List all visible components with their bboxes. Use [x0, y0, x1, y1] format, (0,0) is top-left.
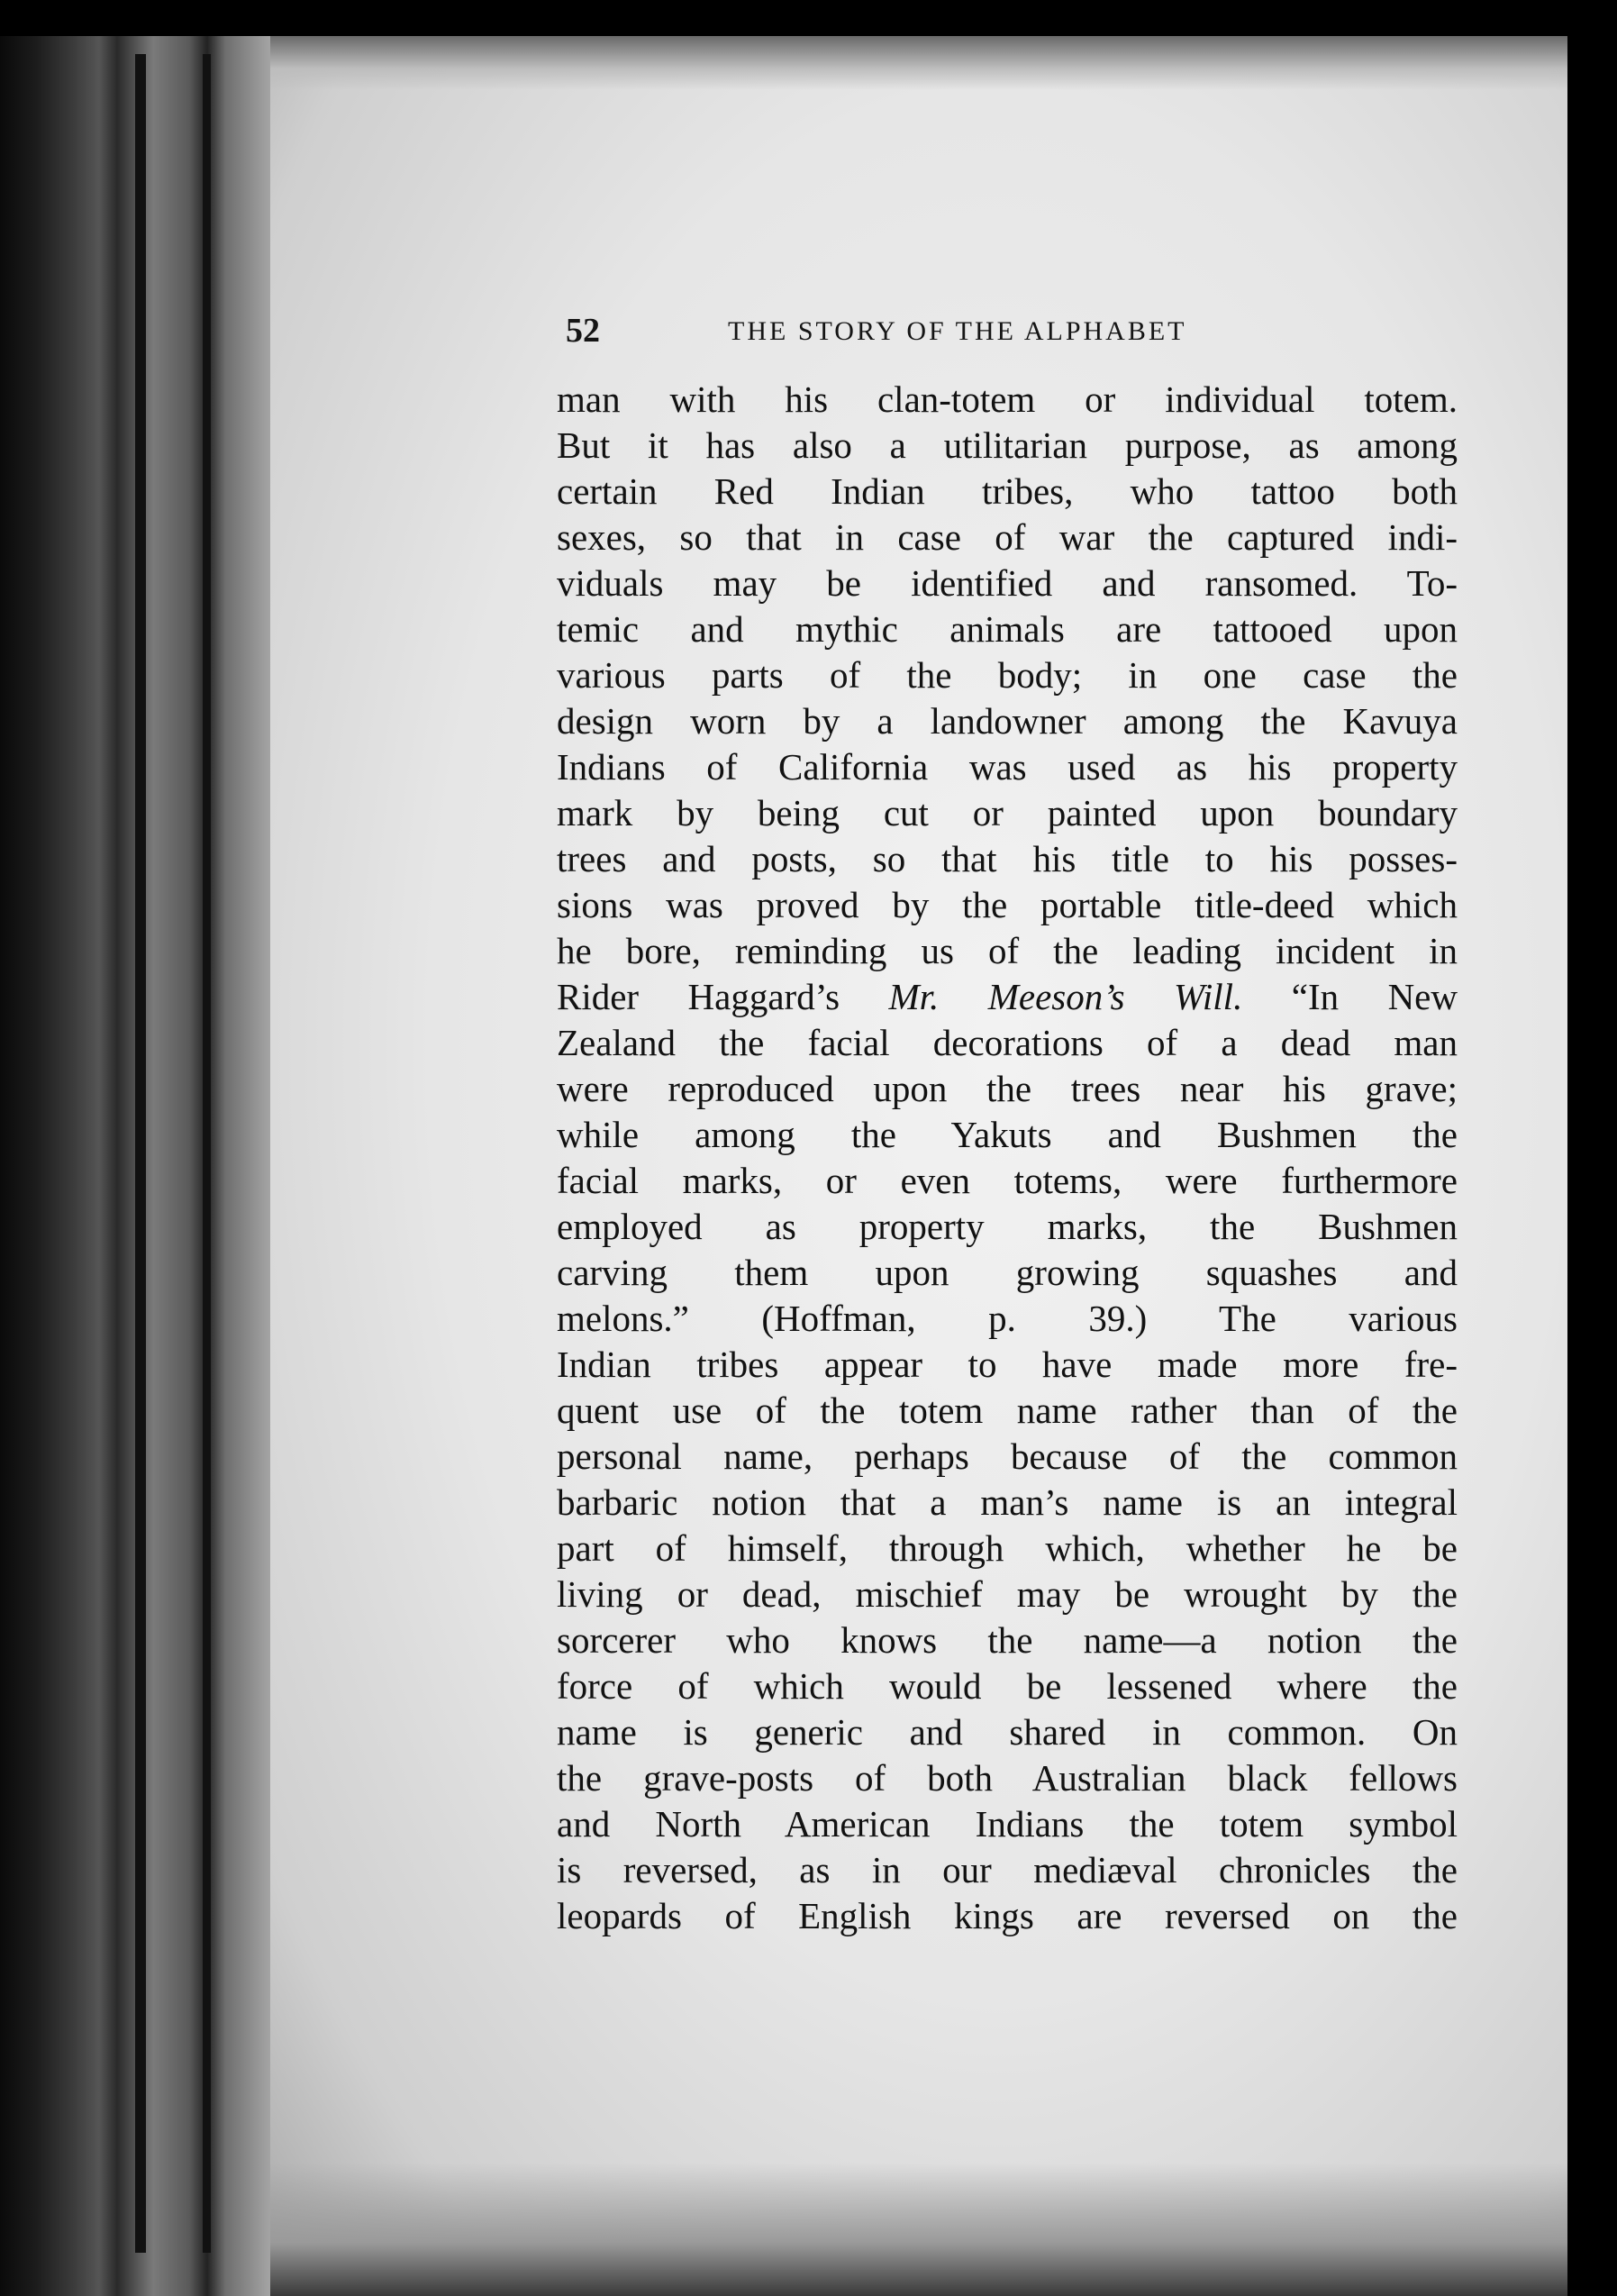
text-line: part of himself, through which, whether he be — [557, 1527, 1458, 1569]
text-line: sexes, so that in case of war the captured indi- — [557, 516, 1458, 558]
book-title-italic: Mr. Meeson’s Will. — [888, 976, 1243, 1017]
text-line: trees and posts, so that his title to his posses- — [557, 838, 1458, 879]
body-text — [557, 377, 1458, 1939]
text-fragment: “In New — [1242, 976, 1458, 1017]
running-title: THE STORY OF THE ALPHABET — [728, 316, 1187, 346]
spine-shadow-line — [135, 54, 146, 2253]
text-line: he bore, reminding us of the leading incident in — [557, 930, 1458, 971]
text-line: man with his clan-totem or individual totem. — [557, 378, 1458, 420]
page-bottom-shadow — [270, 2163, 1594, 2296]
text-line: employed as property marks, the Bushmen — [557, 1206, 1458, 1247]
page-number: 52 — [566, 312, 600, 350]
text-line: certain Red Indian tribes, who tattoo both — [557, 470, 1458, 512]
text-line: viduals may be identified and ransomed. To- — [557, 562, 1458, 604]
text-line: and North American Indians the totem symbol — [557, 1803, 1458, 1845]
page-top-shadow — [270, 36, 1594, 90]
text-line: design worn by a landowner among the Kavuya — [557, 700, 1458, 742]
text-line: quent use of the totem name rather than of the — [557, 1389, 1458, 1431]
text-line: leopards of English kings are reversed on the — [557, 1895, 1458, 1936]
text-line: Indians of California was used as his property — [557, 746, 1458, 788]
text-line: facial marks, or even totems, were furthermore — [557, 1160, 1458, 1201]
text-line: carving them upon growing squashes and — [557, 1252, 1458, 1293]
text-line: living or dead, mischief may be wrought by the — [557, 1573, 1458, 1615]
text-fragment: Rider Haggard’s — [557, 976, 889, 1017]
text-line: barbaric notion that a man’s name is an integral — [557, 1481, 1458, 1523]
spine-shadow-line — [203, 54, 211, 2253]
text-line: sions was proved by the portable title-deed which — [557, 884, 1458, 925]
text-line: Zealand the facial decorations of a dead man — [557, 1022, 1458, 1063]
text-line: force of which would be lessened where the — [557, 1665, 1458, 1707]
text-line: mark by being cut or painted upon boundary — [557, 792, 1458, 834]
text-line: melons.” (Hoffman, p. 39.) The various — [557, 1298, 1458, 1339]
text-line: while among the Yakuts and Bushmen the — [557, 1114, 1458, 1155]
text-line: name is generic and shared in common. On — [557, 1711, 1458, 1753]
text-line: the grave-posts of both Australian black fellows — [557, 1757, 1458, 1799]
text-line: Indian tribes appear to have made more fre- — [557, 1344, 1458, 1385]
text-line: were reproduced upon the trees near his grave; — [557, 1068, 1458, 1109]
text-line: But it has also a utilitarian purpose, as among — [557, 424, 1458, 466]
text-line: personal name, perhaps because of the common — [557, 1435, 1458, 1477]
right-margin-dark — [1567, 0, 1617, 2296]
text-line: temic and mythic animals are tattooed upon — [557, 608, 1458, 650]
text-line: various parts of the body; in one case the — [557, 654, 1458, 696]
text-line: sorcerer who knows the name—a notion the — [557, 1619, 1458, 1661]
running-header — [566, 311, 1313, 356]
text-line-with-title — [557, 974, 1458, 1020]
text-line: is reversed, as in our mediæval chronicles the — [557, 1849, 1458, 1891]
